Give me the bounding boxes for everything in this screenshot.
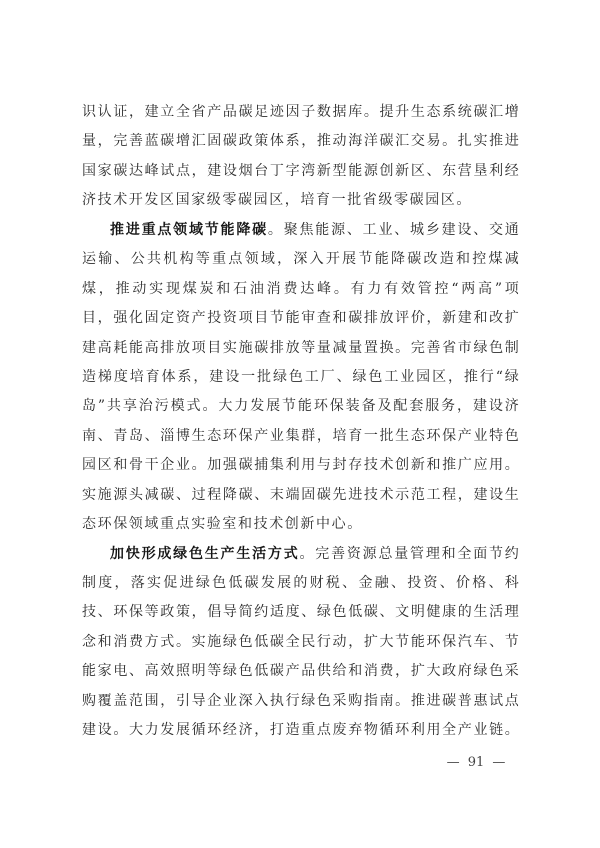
paragraph-heading-line: [82, 540, 520, 569]
line-text: 技、环保等政策，倡导简约适度、绿色低碳、文明健康的生活理: [82, 604, 520, 621]
line-text: 岛”共享治污模式。大力发展节能环保装备及配套服务，建设济: [82, 398, 520, 415]
line-text: 。完善资源总量管理和全面节约: [299, 545, 520, 562]
section-heading: 推进重点领域节能降碳: [110, 221, 268, 238]
line-text: 购覆盖范围，引导企业深入执行绿色采购指南。推进碳普惠试点: [82, 692, 520, 709]
line-text: 济技术开发区国家级零碳园区，培育一批省级零碳园区。: [82, 192, 472, 209]
line-text: 。聚焦能源、工业、城乡建设、交通: [267, 221, 520, 238]
line-text: 园区和骨干企业。加强碳捕集利用与封存技术创新和推广应用。: [82, 457, 520, 474]
text-line: [82, 657, 520, 686]
line-text: 煤，推动实现煤炭和石油消费达峰。有力有效管控“两高”项: [82, 280, 520, 297]
line-text: 建设。大力发展循环经济，打造重点废弃物循环利用全产业链。: [82, 722, 520, 739]
text-line: [82, 363, 520, 392]
text-line: [82, 598, 520, 627]
text-line: [82, 304, 520, 333]
text-line: [82, 716, 520, 745]
line-text: 实施源头减碳、过程降碳、末端固碳先进技术示范工程，建设生: [82, 486, 520, 503]
text-line: [82, 334, 520, 363]
text-line: [82, 628, 520, 657]
line-text: 运输、公共机构等重点领域，深入开展节能降碳改造和控煤减: [82, 251, 520, 268]
text-line: [82, 422, 520, 451]
text-line: [82, 510, 520, 539]
text-line: [82, 451, 520, 480]
text-line: [82, 186, 520, 215]
paragraph-heading-line: [82, 216, 520, 245]
text-line: [82, 157, 520, 186]
line-text: 识认证，建立全省产品碳足迹因子数据库。提升生态系统碳汇增: [82, 104, 520, 120]
line-text: 态环保领域重点实验室和技术创新中心。: [82, 516, 363, 533]
line-text: 建高耗能高排放项目实施碳排放等量减量置换。完善省市绿色制: [82, 339, 520, 356]
line-text: 能家电、高效照明等绿色低碳产品供给和消费，扩大政府绿色采: [82, 663, 520, 680]
text-line: [82, 275, 520, 304]
line-text: 南、青岛、淄博生态环保产业集群，培育一批生态环保产业特色: [82, 427, 520, 444]
line-text: 量，完善蓝碳增汇固碳政策体系，推动海洋碳汇交易。扎实推进: [82, 133, 520, 150]
text-line: [82, 481, 520, 510]
section-heading: 加快形成绿色生产生活方式: [110, 545, 300, 562]
text-line: [82, 98, 520, 127]
line-text: 国家碳达峰试点，建设烟台丁字湾新型能源创新区、东营垦利经: [82, 162, 520, 179]
text-line: [82, 687, 520, 716]
line-text: 制度，落实促进绿色低碳发展的财税、金融、投资、价格、科: [82, 575, 520, 591]
text-line: [82, 127, 520, 156]
text-line: [82, 392, 520, 421]
body-text: [82, 98, 520, 746]
line-text: 造梯度培育体系，建设一批绿色工厂、绿色工业园区，推行“绿: [82, 368, 520, 385]
text-line: [82, 569, 520, 598]
page-number: — 91 —: [446, 755, 506, 770]
line-text: 念和消费方式。实施绿色低碳全民行动，扩大节能环保汽车、节: [82, 633, 520, 650]
line-text: 目，强化固定资产投资项目节能审查和碳排放评价，新建和改扩: [82, 310, 520, 327]
text-line: [82, 245, 520, 274]
